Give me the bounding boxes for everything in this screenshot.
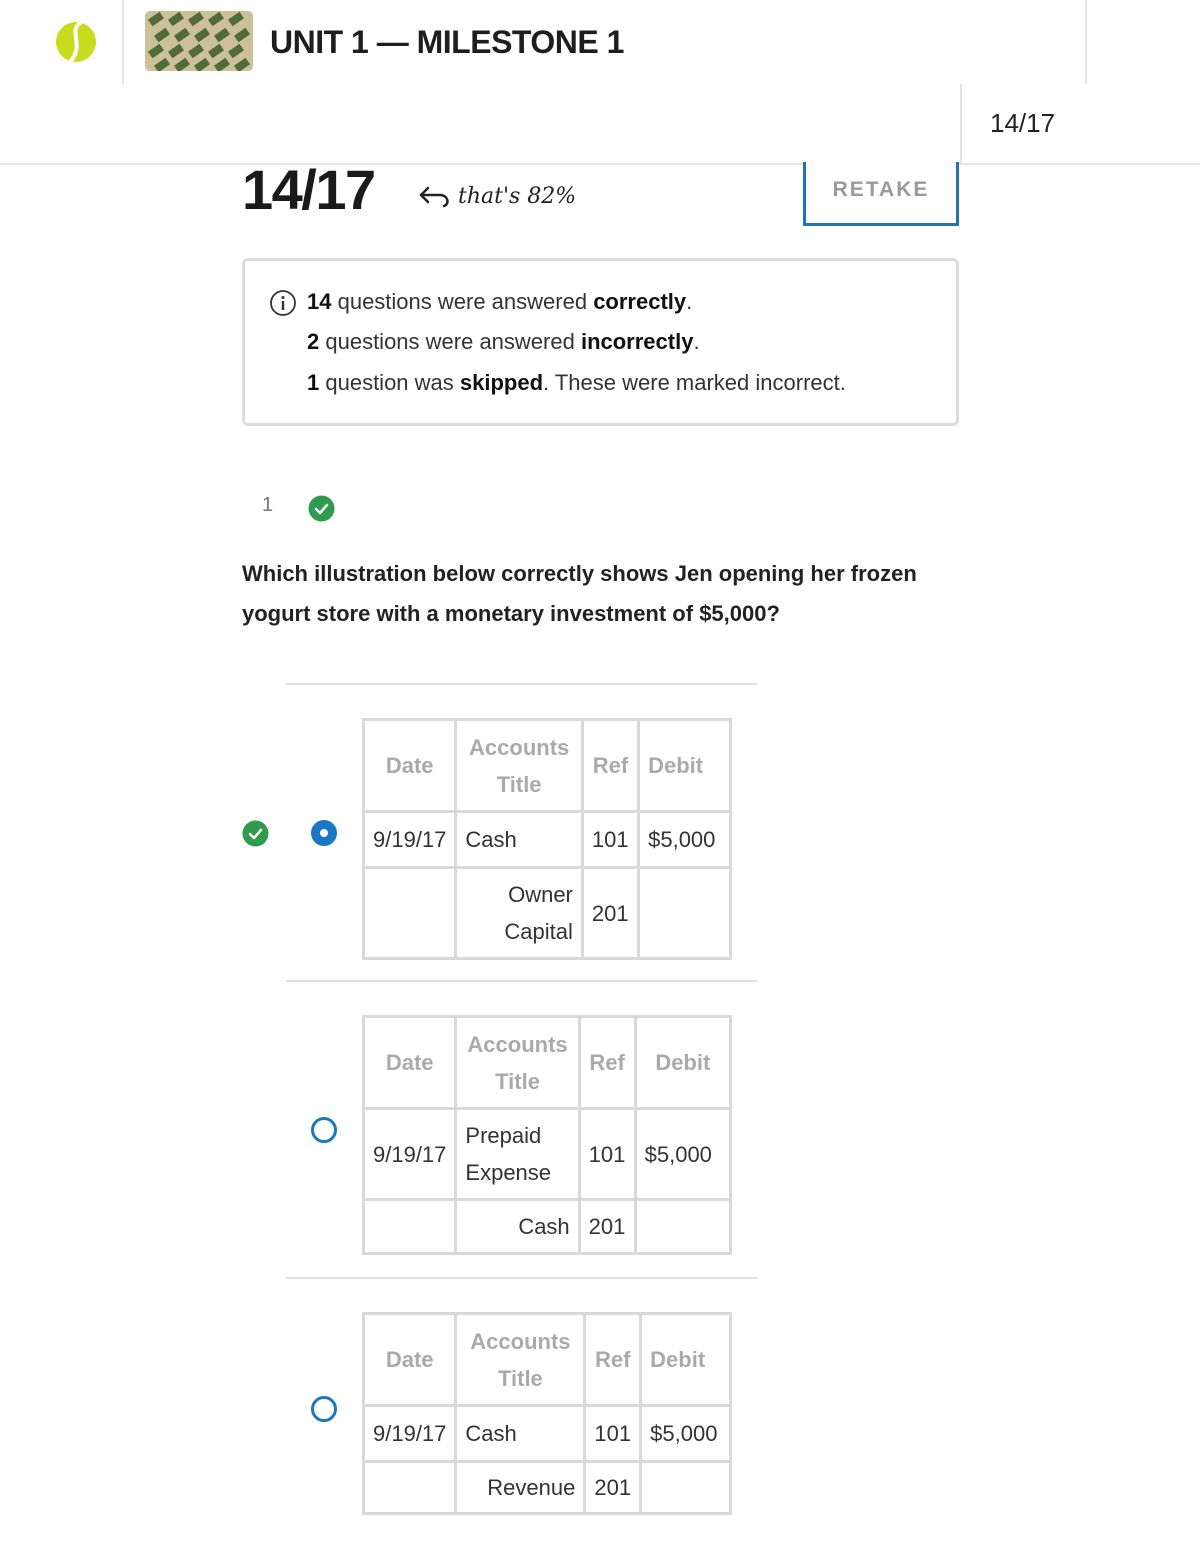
- cell-debit: $5,000: [639, 812, 731, 868]
- score-divider: [960, 84, 962, 165]
- cell-ref: 101: [582, 812, 638, 868]
- header-score: 14/17: [990, 108, 1056, 138]
- correct-check-icon: [308, 495, 335, 522]
- correct-answer-check-icon: [242, 820, 269, 847]
- cell-title: Cash: [456, 812, 582, 868]
- subheader-border: [0, 163, 1200, 165]
- summary-skipped: 1 question was skipped. These were marked incorrect.: [307, 370, 846, 395]
- unit-title: UNIT 1 — MILESTONE 1: [270, 24, 624, 60]
- option-divider: [286, 980, 757, 982]
- option-2-journal-table[interactable]: Date Accounts Title Ref Debit 9/19/17 Prepaid Expense 101 $5,000 Cash 201: [362, 1015, 732, 1255]
- header-date: Date: [385, 753, 434, 778]
- summary-incorrect: 2 questions were answered incorrectly.: [307, 329, 700, 354]
- option-1-journal-table[interactable]: Date Accounts Title Ref Debit 9/19/17 Cash 101 $5,000 Owner Capital 201: [362, 718, 732, 960]
- question-text: Which illustration below correctly shows Jen opening her frozen yogurt store with a monetary investment of $5,000?: [242, 561, 917, 626]
- curved-arrow-icon: [418, 184, 452, 208]
- option-divider: [286, 1277, 757, 1279]
- score-value: 14/17: [242, 158, 375, 221]
- header-divider: [122, 0, 124, 84]
- option-divider: [286, 683, 757, 685]
- retake-button[interactable]: RETAKE: [803, 162, 959, 226]
- percent-note: that's 82%: [458, 184, 577, 209]
- option-1-radio[interactable]: [311, 820, 337, 846]
- top-bar: [0, 0, 1200, 84]
- option-3-radio[interactable]: [311, 1396, 337, 1422]
- summary-correct: 14 questions were answered correctly.: [307, 289, 693, 314]
- info-icon: [269, 289, 297, 317]
- header-divider: [1085, 0, 1087, 84]
- option-2-radio[interactable]: [311, 1117, 337, 1143]
- results-summary: [242, 258, 959, 426]
- option-3-journal-table[interactable]: Date Accounts Title Ref Debit 9/19/17 Cash 101 $5,000 Revenue 201: [362, 1312, 732, 1515]
- cell-date: 9/19/17: [364, 812, 456, 868]
- course-thumbnail: [145, 11, 253, 71]
- sophia-logo-icon[interactable]: [52, 14, 100, 70]
- question-number: 1: [262, 494, 274, 516]
